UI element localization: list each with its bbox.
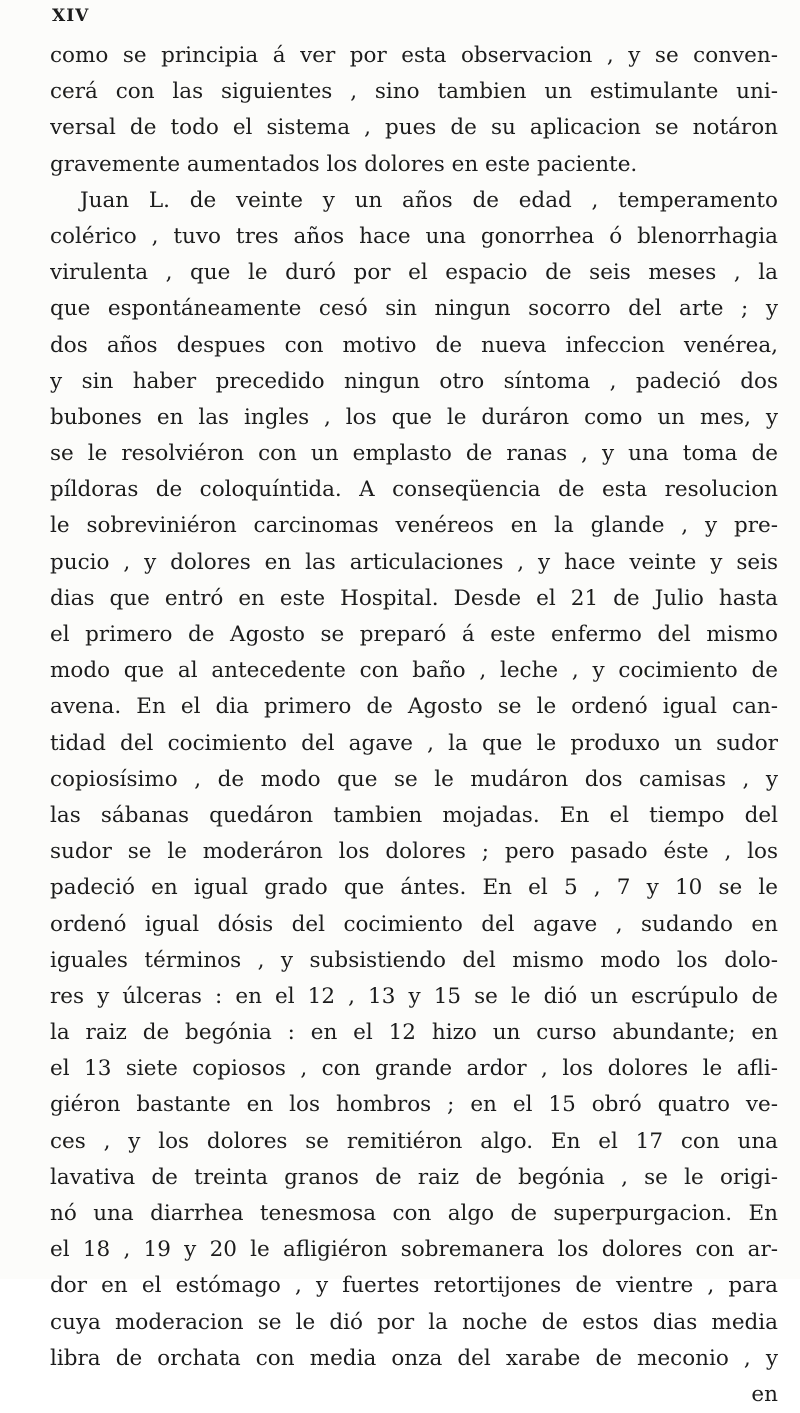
text-line: padeció en igual grado que ántes. En el 5 , 7 y 10 se le — [50, 875, 778, 901]
text-line: el 18 , 19 y 20 le afligiéron sobremanera los dolores con ar- — [50, 1237, 778, 1263]
text-line: modo que al antecedente con baño , leche , y cocimiento de — [50, 658, 778, 684]
text-line: ces , y los dolores se remitiéron algo. En el 17 con una — [50, 1128, 778, 1154]
text-line: virulenta , que le duró por el espacio de seis meses , la — [50, 260, 778, 286]
catchword: en — [751, 1381, 778, 1407]
text-line: y sin haber precedido ningun otro síntoma , padeció dos — [50, 368, 778, 394]
text-line: el primero de Agosto se preparó á este enfermo del mismo — [50, 622, 778, 647]
body-text — [50, 38, 778, 1413]
text-line: le sobreviniéron carcinomas venéreos en la glande , y pre- — [50, 513, 778, 539]
text-line: colérico , tuvo tres años hace una gonorrhea ó blenorrhagia — [50, 223, 778, 249]
text-line: dias que entró en este Hospital. Desde el 21 de Julio hasta — [50, 585, 778, 611]
text-line: bubones en las ingles , los que le duráron como un mes, y — [50, 404, 778, 430]
text-line: giéron bastante en los hombros ; en el 15 obró quatro ve- — [50, 1092, 778, 1118]
text-line: versal de todo el sistema , pues de su aplicacion se notáron — [50, 115, 778, 141]
text-line: sudor se le moderáron los dolores ; pero pasado éste , los — [50, 839, 778, 865]
text-line: Juan L. de veinte y un años de edad , temperamento — [80, 187, 778, 213]
text-line: res y úlceras : en el 12 , 13 y 15 se le dió un escrúpulo de — [50, 983, 778, 1009]
text-line: nó una diarrhea tenesmosa con algo de superpurgacion. En — [50, 1201, 778, 1226]
text-line: ordenó igual dósis del cocimiento del agave , sudando en — [50, 911, 778, 937]
text-line: se le resolviéron con un emplasto de ranas , y una toma de — [50, 441, 778, 467]
text-line: dos años despues con motivo de nueva infeccion venérea, — [50, 332, 778, 358]
text-line: gravemente aumentados los dolores en este paciente. — [50, 151, 638, 177]
text-line: la raiz de begónia : en el 12 hizo un curso abundante; en — [50, 1020, 778, 1046]
text-line: píldoras de coloquíntida. A conseqüencia de esta resolucion — [50, 477, 778, 503]
text-line: avena. En el dia primero de Agosto se le ordenó igual can- — [50, 694, 778, 720]
text-line: tidad del cocimiento del agave , la que le produxo un sudor — [50, 730, 778, 756]
text-line: el 13 siete copiosos , con grande ardor , los dolores le afli- — [50, 1056, 778, 1082]
text-line: cuya moderacion se le dió por la noche de estos dias media — [50, 1309, 778, 1335]
text-line: como se principia á ver por esta observacion , y se conven- — [50, 43, 778, 68]
text-line: dor en el estómago , y fuertes retortijones de vientre , para — [50, 1273, 778, 1299]
text-line: pucio , y dolores en las articulaciones , y hace veinte y seis — [50, 549, 778, 575]
text-line: libra de orchata con media onza del xarabe de meconio , y — [50, 1345, 778, 1371]
text-line: lavativa de treinta granos de raiz de begónia , se le origi- — [50, 1164, 778, 1190]
text-line: cerá con las siguientes , sino tambien un estimulante uni- — [50, 79, 778, 105]
text-line: que espontáneamente cesó sin ningun socorro del arte ; y — [50, 296, 778, 322]
text-line: iguales términos , y subsistiendo del mismo modo los dolo- — [50, 947, 778, 973]
text-line: las sábanas quedáron tambien mojadas. En el tiempo del — [50, 802, 778, 828]
text-line: copiosísimo , de modo que se le mudáron dos camisas , y — [50, 766, 778, 792]
page-number: XIV — [52, 6, 90, 26]
